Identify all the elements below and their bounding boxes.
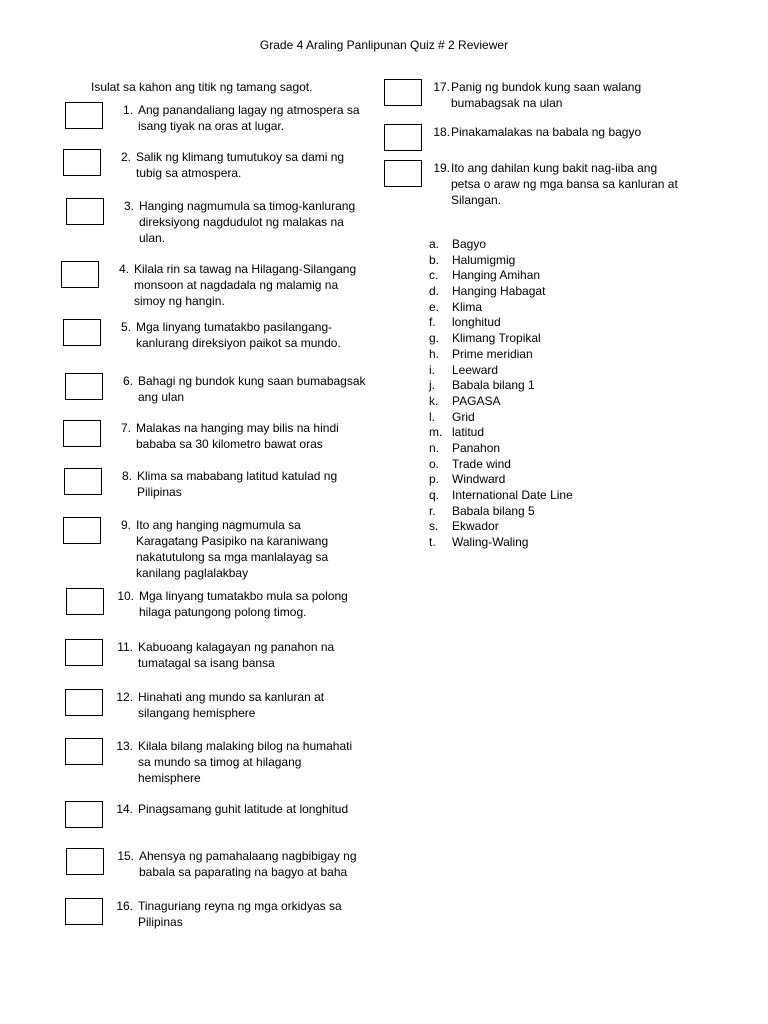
answer-box[interactable] — [65, 689, 103, 716]
question-text: Ang panandaliang lagay ng atmospera sa isang tiyak na oras at lugar. — [138, 103, 360, 133]
choice-letter: q. — [429, 488, 440, 502]
choice-label: Hanging Amihan — [452, 268, 541, 283]
question-text: Kilala rin sa tawag na Hilagang-Silangang monsoon at nagdadala ng malamig na simoy ng hangin. — [134, 262, 357, 308]
answer-box[interactable] — [63, 319, 101, 346]
choice-letter: c. — [429, 268, 439, 283]
question-number: 7. — [120, 421, 131, 435]
question-number: 9. — [120, 518, 131, 532]
choice-label: Ekwador — [452, 519, 499, 534]
choice-letter: a. — [429, 237, 440, 251]
choice-label: Bagyo — [452, 237, 487, 251]
answer-box[interactable] — [384, 160, 422, 187]
question-number: 5. — [120, 320, 131, 334]
question-text: Hinahati ang mundo sa kanluran at silangang hemisphere — [138, 690, 325, 720]
question-number: 16. — [116, 899, 133, 913]
question-text: Mga linyang tumatakbo mula sa polong hilaga patungong polong timog. — [139, 589, 348, 619]
answer-box[interactable] — [65, 738, 103, 765]
answer-box[interactable] — [65, 639, 103, 666]
choice-letter: i. — [429, 362, 435, 377]
answer-box[interactable] — [65, 373, 103, 400]
question-text: Pinakamalakas na babala ng bagyo — [451, 125, 642, 139]
answer-box[interactable] — [64, 468, 102, 495]
answer-box[interactable] — [63, 420, 101, 447]
choice-label: International Date Line — [452, 488, 573, 502]
question-text: Panig ng bundok kung saan walang bumabagsak na ulan — [451, 80, 642, 110]
choice-label: Leeward — [452, 362, 499, 377]
choice-letter: b. — [429, 252, 440, 267]
question-number: 18. — [433, 125, 450, 139]
question-number: 12. — [116, 690, 133, 704]
question-number: 17. — [433, 80, 450, 94]
choice-label: Waling-Waling — [452, 535, 529, 550]
choice-label: Windward — [452, 472, 506, 487]
question-text: Klima sa mababang latitud katulad ng Pilipinas — [137, 469, 338, 499]
choice-letter: r. — [429, 503, 436, 518]
question-number: 15. — [117, 849, 134, 863]
question-text: Salik ng klimang tumutukoy sa dami ng tubig sa atmospera. — [136, 150, 345, 180]
question-number: 10. — [117, 589, 134, 603]
question-text: Mga linyang tumatakbo pasilangang-kanlurang direksiyon paikot sa mundo. — [136, 320, 341, 350]
instruction: Isulat sa kahon ang titik ng tamang sagot. — [91, 80, 313, 94]
page-title: Grade 4 Araling Panlipunan Quiz # 2 Reviewer — [259, 38, 509, 52]
choice-letter: f. — [429, 315, 436, 330]
answer-box[interactable] — [61, 261, 99, 288]
choice-letter: k. — [429, 393, 439, 408]
choice-label: longhitud — [452, 315, 501, 330]
answer-box[interactable] — [66, 588, 104, 615]
answer-box[interactable] — [384, 124, 422, 151]
question-number: 19. — [433, 161, 450, 175]
question-text: Hanging nagmumula sa timog-kanlurang direksiyong nagdudulot ng malakas na ulan. — [139, 199, 356, 245]
choice-label: latitud — [452, 425, 485, 440]
choice-letter: t. — [429, 535, 436, 550]
question-text: Ito ang hanging nagmumula sa Karagatang Pasipiko na karaniwang nakatutulong sa mga manlalayag sa kanilang paglalakbay — [136, 518, 329, 580]
choice-letter: e. — [429, 299, 440, 314]
choice-label: Halumigmig — [452, 252, 516, 267]
question-number: 3. — [123, 199, 134, 213]
choice-letter: o. — [429, 456, 440, 471]
choice-letter: s. — [429, 519, 439, 534]
choice-label: Hanging Habagat — [452, 284, 546, 299]
choice-letter: p. — [429, 472, 440, 487]
choice-label: Klimang Tropikal — [452, 331, 541, 346]
answer-box[interactable] — [65, 898, 103, 925]
question-number: 14. — [116, 802, 133, 816]
choice-letter: g. — [429, 331, 440, 346]
answer-box[interactable] — [66, 848, 104, 875]
choice-letter: d. — [429, 284, 440, 299]
question-text: Tinaguriang reyna ng mga orkidyas sa Pilipinas — [138, 899, 342, 929]
choice-label: Klima — [452, 299, 483, 314]
choice-label: Panahon — [452, 440, 501, 455]
question-text: Bahagi ng bundok kung saan bumabagsak ang ulan — [138, 374, 366, 404]
choice-letter: h. — [429, 346, 440, 361]
choice-letter: j. — [429, 378, 435, 393]
answer-box[interactable] — [65, 801, 103, 828]
question-text: Pinagsamang guhit latitude at longhitud — [138, 802, 349, 816]
question-number: 2. — [120, 150, 131, 164]
answer-box[interactable] — [63, 149, 101, 176]
answer-box[interactable] — [384, 79, 422, 106]
question-number: 11. — [117, 640, 133, 654]
choice-letter: n. — [429, 440, 440, 455]
choice-label: Babala bilang 5 — [452, 503, 535, 518]
answer-box[interactable] — [63, 517, 101, 544]
question-number: 4. — [118, 262, 129, 276]
choice-label: PAGASA — [452, 393, 501, 408]
question-text: Ahensya ng pamahalaang nagbibigay ng babala sa paparating na bagyo at baha — [139, 849, 357, 879]
choice-letter: l. — [429, 409, 435, 424]
choice-label: Babala bilang 1 — [452, 378, 535, 393]
question-number: 6. — [122, 374, 133, 388]
question-number: 13. — [116, 739, 133, 753]
answer-box[interactable] — [66, 198, 104, 225]
question-text: Ito ang dahilan kung bakit nag-iiba ang petsa o araw ng mga bansa sa kanluran at Silangan. — [451, 161, 678, 207]
answer-box[interactable] — [65, 102, 103, 129]
choice-label: Prime meridian — [452, 346, 533, 361]
question-text: Kabuoang kalagayan ng panahon na tumatagal sa isang bansa — [138, 640, 335, 670]
question-text: Malakas na hanging may bilis na hindi bababa sa 30 kilometro bawat oras — [136, 421, 339, 451]
choice-label: Trade wind — [452, 456, 511, 471]
question-text: Kilala bilang malaking bilog na humahati sa mundo sa timog at hilagang hemisphere — [138, 739, 353, 785]
choice-letter: m. — [429, 425, 443, 440]
question-number: 8. — [121, 469, 132, 483]
choice-label: Grid — [452, 409, 475, 424]
question-number: 1. — [122, 103, 133, 117]
